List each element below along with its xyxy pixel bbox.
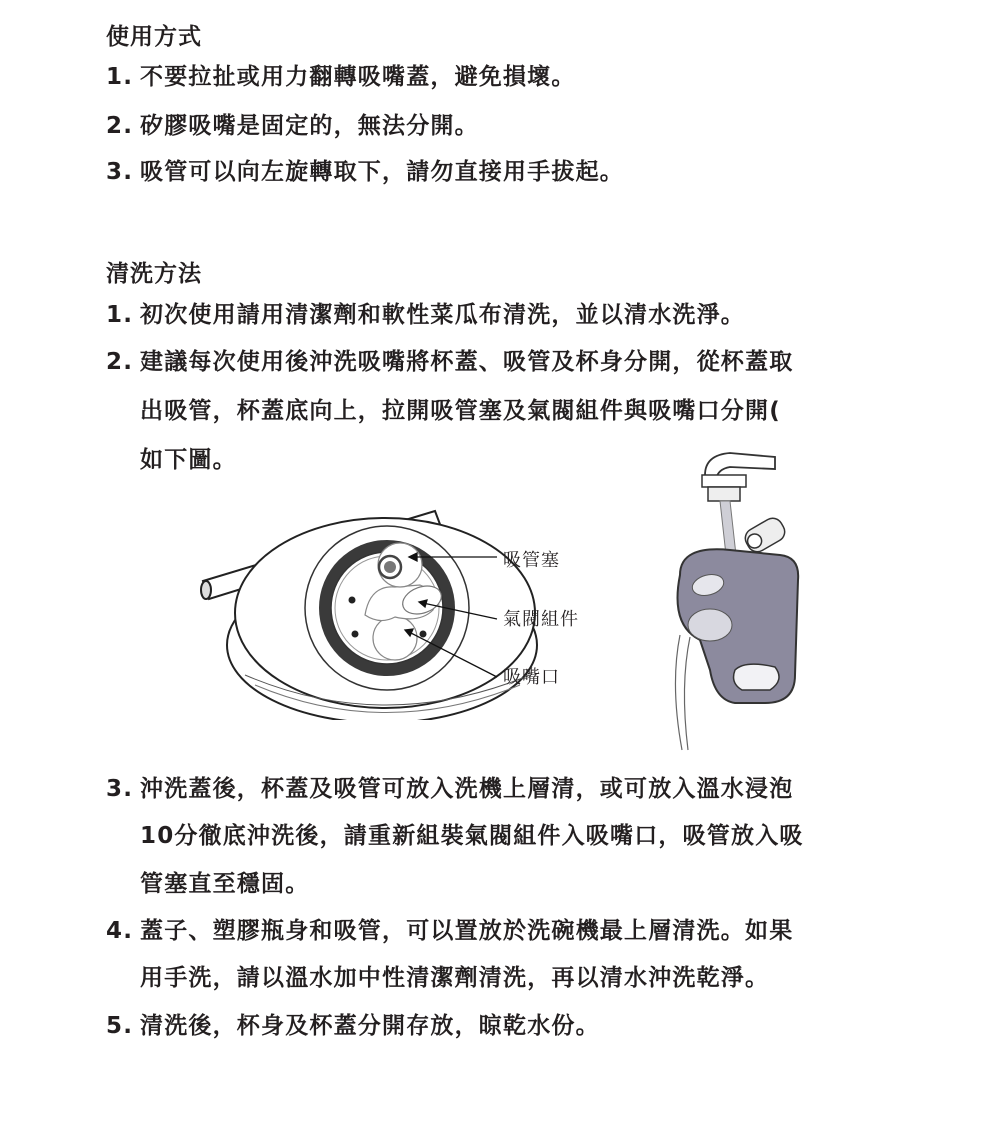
item-number: 3.	[106, 159, 134, 185]
item-text: 蓋子、塑膠瓶身和吸管，可以置放於洗碗機最上層清洗。如果	[140, 918, 794, 944]
item-number: 5.	[106, 1013, 134, 1039]
item-text: 清洗後，杯身及杯蓋分開存放，晾乾水份。	[140, 1013, 600, 1039]
usage-heading: 使用方式	[106, 24, 202, 50]
cleaning-item-5	[106, 1013, 600, 1039]
item-text: 吸管可以向左旋轉取下，請勿直接用手拔起。	[140, 159, 624, 185]
cleaning-item-2-line-3: 如下圖。	[140, 447, 237, 473]
item-number: 1.	[106, 64, 134, 90]
rinse-illustration	[650, 445, 800, 755]
item-number: 4.	[106, 918, 134, 944]
item-number: 2.	[106, 113, 134, 139]
usage-item-1	[106, 64, 576, 90]
cleaning-item-3	[106, 776, 793, 802]
usage-item-3	[106, 159, 624, 185]
rinse-diagram	[650, 445, 800, 755]
item-text: 沖洗蓋後，杯蓋及吸管可放入洗機上層清，或可放入溫水浸泡	[140, 776, 794, 802]
label-straw-plug: 吸管塞	[503, 550, 560, 571]
cleaning-item-4	[106, 918, 793, 944]
usage-item-2	[106, 113, 479, 139]
label-valve-assembly: 氣閥組件	[503, 609, 579, 630]
cleaning-item-3-line-2: 10分徹底沖洗後，請重新組裝氣閥組件入吸嘴口，吸管放入吸	[140, 823, 804, 849]
cleaning-item-3-line-3: 管塞直至穩固。	[140, 871, 310, 897]
item-text: 建議每次使用後沖洗吸嘴將杯蓋、吸管及杯身分開，從杯蓋取	[140, 349, 794, 375]
cleaning-item-2	[106, 349, 793, 375]
item-text: 不要拉扯或用力翻轉吸嘴蓋，避免損壞。	[140, 64, 576, 90]
cleaning-item-1	[106, 302, 745, 328]
item-number: 1.	[106, 302, 134, 328]
cleaning-item-2-line-2: 出吸管，杯蓋底向上，拉開吸管塞及氣閥組件與吸嘴口分開(	[140, 398, 781, 424]
label-mouthpiece: 吸嘴口	[503, 667, 560, 688]
item-text: 矽膠吸嘴是固定的，無法分開。	[140, 113, 479, 139]
item-number: 2.	[106, 349, 134, 375]
item-text: 初次使用請用清潔劑和軟性菜瓜布清洗，並以清水洗淨。	[140, 302, 745, 328]
item-number: 3.	[106, 776, 134, 802]
lid-diagram	[195, 505, 615, 720]
cleaning-item-4-line-2: 用手洗，請以溫水加中性清潔劑清洗，再以清水沖洗乾淨。	[140, 965, 770, 991]
cleaning-heading: 清洗方法	[106, 261, 202, 287]
